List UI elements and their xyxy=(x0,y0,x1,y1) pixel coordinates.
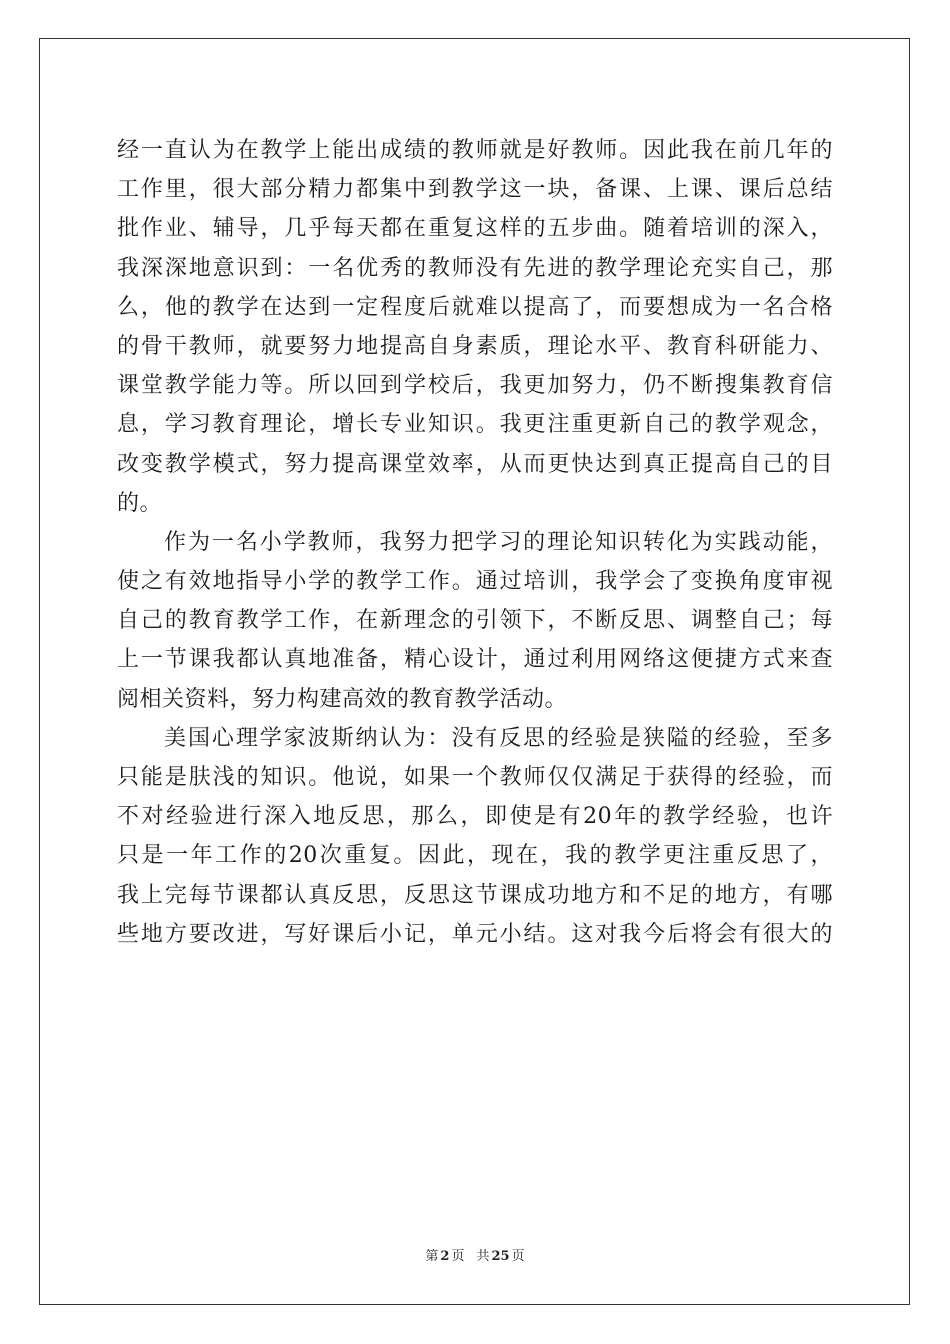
text-line: 工作里，很大部分精力都集中到教学这一块，备课、上课、课后总结 xyxy=(117,177,833,203)
text-line: 的。 xyxy=(117,490,163,516)
text-line: 我深深地意识到：一名优秀的教师没有先进的教学理论充实自己，那 xyxy=(117,255,833,281)
text-line: 的骨干教师，就要努力地提高自身素质，理论水平、教育科研能力、 xyxy=(117,333,833,359)
text-line: 只能是肤浅的知识。他说，如果一个教师仅仅满足于获得的经验，而 xyxy=(117,765,833,790)
text-line: 上一节课我都认真地准备，精心设计，通过利用网络这便捷方式来查 xyxy=(117,647,833,673)
text-line: 经一直认为在教学上能出成绩的教师就是好教师。因此我在前几年的 xyxy=(117,138,833,163)
total-suffix: 页 xyxy=(511,1249,525,1264)
text-line: 么，他的教学在达到一定程度后就难以提高了，而要想成为一名合格 xyxy=(117,294,833,320)
page-footer xyxy=(0,1245,950,1264)
text-line: 自己的教育教学工作，在新理念的引领下，不断反思、调整自己；每 xyxy=(117,608,833,634)
text-line: 作为一名小学教师，我努力把学习的理论知识转化为实践动能， xyxy=(164,529,833,555)
total-prefix: 共 xyxy=(476,1249,490,1264)
total-pages: 25 xyxy=(491,1249,510,1264)
text-line: 些地方要改进，写好课后小记，单元小结。这对我今后将会有很大的 xyxy=(117,921,833,947)
page-number: 2 xyxy=(440,1249,450,1264)
text-line: 课堂教学能力等。所以回到学校后，我更加努力，仍不断搜集教育信 xyxy=(117,373,833,399)
page-suffix: 页 xyxy=(451,1249,465,1264)
text-line: 阅相关资料，努力构建高效的教育教学活动。 xyxy=(117,686,568,712)
document-body xyxy=(117,131,833,954)
text-line: 我上完每节课都认真反思，反思这节课成功地方和不足的地方，有哪 xyxy=(117,882,833,908)
text-line: 息，学习教育理论，增长专业知识。我更注重更新自己的教学观念， xyxy=(117,412,833,438)
text-line: 改变教学模式，努力提高课堂效率，从而更快达到真正提高自己的目 xyxy=(117,451,833,477)
text-line: 批作业、辅导，几乎每天都在重复这样的五步曲。随着培训的深入， xyxy=(117,216,833,242)
text-line: 美国心理学家波斯纳认为：没有反思的经验是狭隘的经验，至多 xyxy=(164,725,833,751)
text-line: 使之有效地指导小学的教学工作。通过培训，我学会了变换角度审视 xyxy=(117,569,833,595)
text-line: 只是一年工作的20次重复。因此，现在，我的教学更注重反思了， xyxy=(117,843,833,869)
page-prefix: 第 xyxy=(425,1249,439,1264)
text-line: 不对经验进行深入地反思，那么，即使是有20年的教学经验，也许 xyxy=(117,804,833,830)
